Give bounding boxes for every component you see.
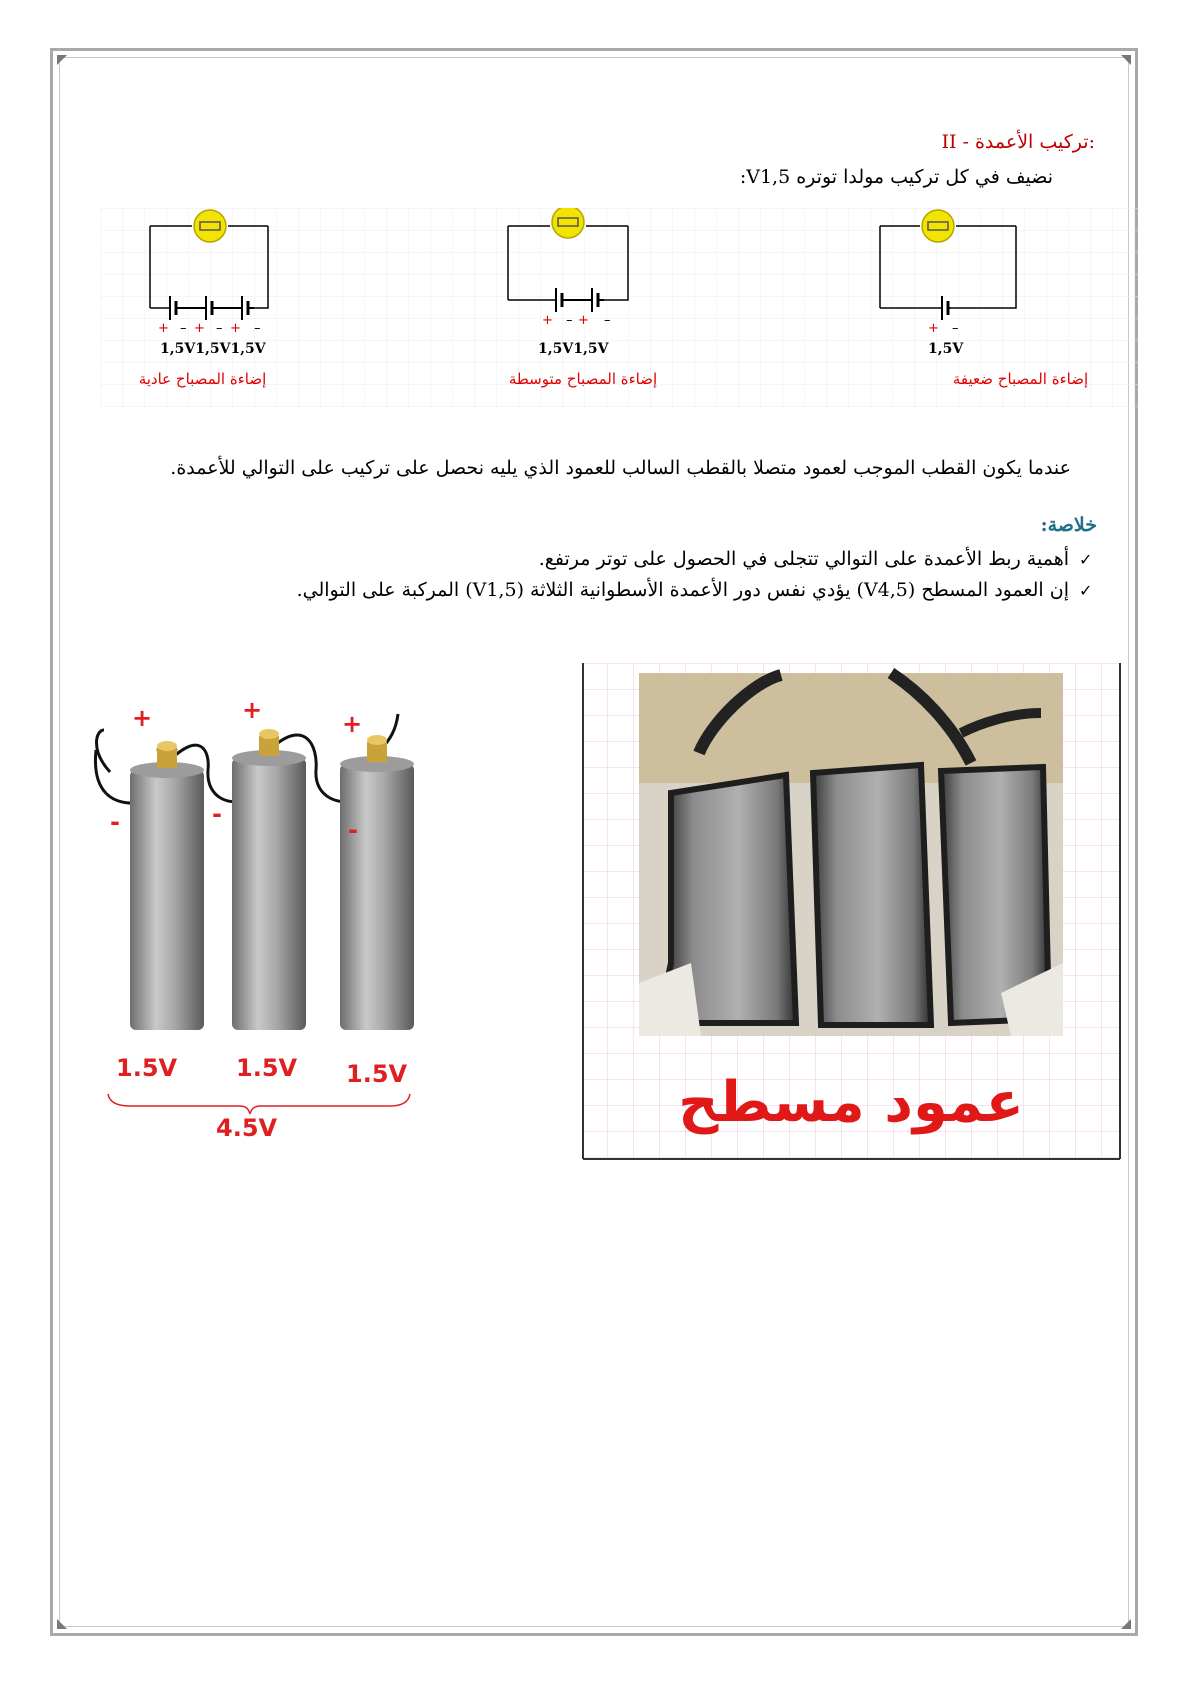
circuit-one-cell [870, 208, 1050, 363]
voltage-label: 1,5V [928, 341, 964, 357]
flat-battery-photo [639, 673, 1063, 1036]
svg-text:–: – [604, 313, 611, 328]
circuit-two-cells [500, 208, 700, 363]
svg-text:+: + [194, 321, 205, 336]
svg-text:+: + [928, 321, 939, 336]
cell-voltage-label: 1.5V [116, 1054, 178, 1082]
summary-title: خلاصة: [1040, 514, 1097, 536]
lamp-icon [552, 208, 584, 238]
plus-sign: + [132, 704, 153, 732]
series-explanation: عندما يكون القطب الموجب لعمود متصلا بالقطب السالب للعمود الذي يليه نحصل على تركيب على التوالي للأعمدة. [170, 457, 1071, 479]
svg-text:–: – [952, 321, 959, 336]
voltage-label: 1,5V1,5V [538, 341, 609, 357]
circuit-caption: إضاءة المصباح عادية [138, 370, 267, 388]
svg-text:+: + [578, 313, 589, 328]
flat-battery-figure [581, 663, 1122, 1161]
svg-text:+: + [230, 321, 241, 336]
total-voltage-label: 4.5V [216, 1114, 278, 1140]
corner-ornament [57, 55, 67, 65]
lamp-icon [922, 210, 954, 242]
circuit-caption: إضاءة المصباح متوسطة [508, 370, 658, 388]
circuit-diagrams [100, 208, 1140, 428]
summary-list [97, 544, 1097, 606]
svg-text:+: + [158, 321, 169, 336]
minus-sign: - [110, 808, 120, 836]
series-batteries-figure [90, 690, 450, 1140]
cell-voltage-label: 1.5V [236, 1054, 298, 1082]
intro-text: نضيف في كل تركيب مولدا توتره V1,5: [739, 166, 1053, 188]
voltage-label: 1,5V1,5V1,5V [160, 341, 266, 357]
checkmark-icon: ✓ [1079, 581, 1093, 600]
svg-text:–: – [180, 321, 187, 336]
cell-voltage-label: 1.5V [346, 1060, 408, 1088]
lamp-icon [194, 210, 226, 242]
corner-ornament [1121, 1619, 1131, 1629]
plus-sign: + [342, 710, 363, 738]
circuit-three-cells [120, 208, 380, 363]
brace [108, 1094, 410, 1114]
minus-sign: - [212, 800, 222, 828]
corner-ornament [57, 1619, 67, 1629]
section-title: II - تركيب الأعمدة: [941, 131, 1095, 153]
svg-text:–: – [216, 321, 223, 336]
checkmark-icon: ✓ [1079, 550, 1093, 569]
circuit-caption: إضاءة المصباح ضعيفة [952, 370, 1089, 388]
plus-sign: + [242, 696, 263, 724]
svg-text:–: – [254, 321, 261, 336]
list-item: ✓ إن العمود المسطح (V4,5) يؤدي نفس دور الأعمدة الأسطوانية الثلاثة (V1,5) المركبة على التوالي. [97, 575, 1097, 606]
corner-ornament [1121, 55, 1131, 65]
svg-text:+: + [542, 313, 553, 328]
svg-text:–: – [566, 313, 573, 328]
flat-battery-caption: عمود مسطح [678, 1070, 1024, 1135]
minus-sign: - [348, 816, 358, 844]
list-item: ✓ أهمية ربط الأعمدة على التوالي تتجلى في الحصول على توتر مرتفع. [97, 544, 1097, 575]
